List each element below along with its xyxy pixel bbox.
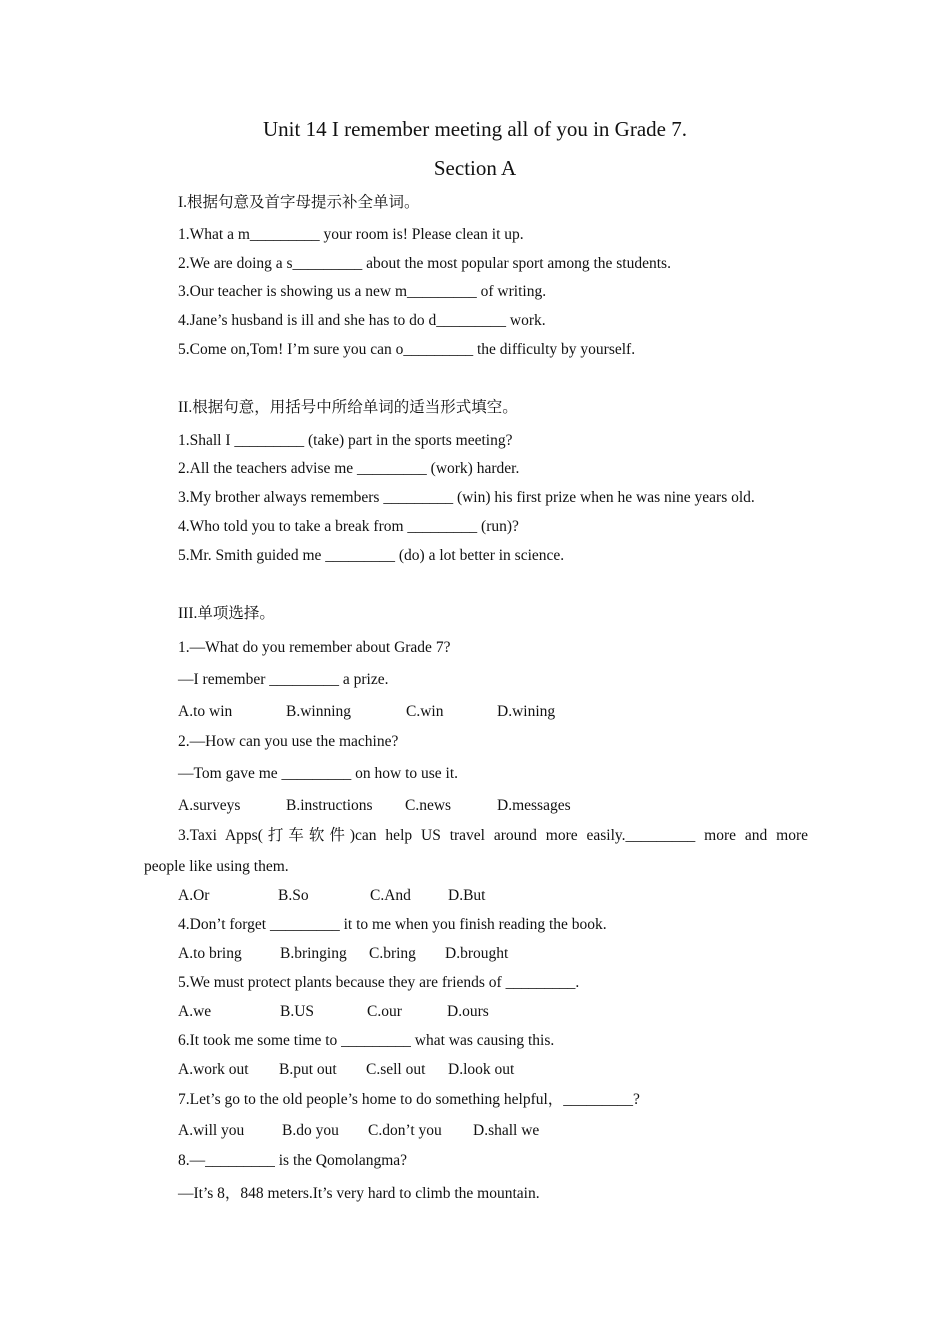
part1-item-1: 1.What a m_________ your room is! Please clean it up. bbox=[178, 226, 524, 243]
q5-question: 5.We must protect plants because they are friends of _________. bbox=[178, 974, 580, 991]
q3-options bbox=[178, 886, 485, 906]
q1-options bbox=[178, 702, 555, 722]
q3-question-continued: people like using them. bbox=[144, 858, 289, 875]
q4-option-c[interactable]: C.bring bbox=[369, 945, 416, 962]
q6-option-c[interactable]: C.sell out bbox=[366, 1061, 426, 1078]
q2-option-c[interactable]: C.news bbox=[405, 797, 452, 814]
q5-option-b[interactable]: B.US bbox=[280, 1003, 315, 1020]
q3-option-b[interactable]: B.So bbox=[278, 887, 309, 904]
q7-option-c[interactable]: C.don’t you bbox=[368, 1122, 442, 1139]
part2-item-4: 4.Who told you to take a break from _________ (run)? bbox=[178, 518, 519, 535]
q8-answer-line: —It’s 8，848 meters.It’s very hard to climb the mountain. bbox=[178, 1185, 540, 1202]
section-title: Section A bbox=[433, 156, 517, 180]
q1-option-a[interactable]: A.to win bbox=[178, 703, 233, 720]
q1-question: 1.—What do you remember about Grade 7? bbox=[178, 639, 451, 656]
q7-question: 7.Let’s go to the old people’s home to do something helpful，_________? bbox=[178, 1091, 640, 1108]
q6-option-d[interactable]: D.look out bbox=[448, 1061, 515, 1078]
q2-option-a[interactable]: A.surveys bbox=[178, 797, 241, 814]
q4-option-b[interactable]: B.bringing bbox=[280, 945, 347, 962]
q2-option-d[interactable]: D.messages bbox=[497, 797, 571, 814]
part1-item-5: 5.Come on,Tom! I’m sure you can o_________ the difficulty by yourself. bbox=[178, 341, 636, 358]
part3-heading: III.单项选择。 bbox=[178, 605, 275, 622]
q2-option-b[interactable]: B.instructions bbox=[286, 797, 373, 814]
q3-option-d[interactable]: D.But bbox=[448, 887, 486, 904]
q4-option-a[interactable]: A.to bring bbox=[178, 945, 242, 962]
q1-option-d[interactable]: D.wining bbox=[497, 703, 556, 720]
q5-option-d[interactable]: D.ours bbox=[447, 1003, 489, 1020]
q4-options bbox=[178, 944, 508, 964]
q2-options bbox=[178, 796, 571, 816]
q6-option-b[interactable]: B.put out bbox=[279, 1061, 337, 1078]
part2-item-3: 3.My brother always remembers _________ (win) his first prize when he was nine years old. bbox=[178, 489, 755, 506]
q4-option-d[interactable]: D.brought bbox=[445, 945, 509, 962]
q3-question: 3.Taxi Apps(打车软件)can help US travel around more easily._________ more and more bbox=[178, 827, 808, 844]
q7-option-a[interactable]: A.will you bbox=[178, 1122, 245, 1139]
q7-options bbox=[178, 1121, 539, 1141]
q5-option-c[interactable]: C.our bbox=[367, 1003, 402, 1020]
q8-question: 8.—_________ is the Qomolangma? bbox=[178, 1152, 408, 1169]
q7-option-d[interactable]: D.shall we bbox=[473, 1122, 540, 1139]
q1-answer-line: —I remember _________ a prize. bbox=[178, 671, 389, 688]
part2-item-1: 1.Shall I _________ (take) part in the sports meeting? bbox=[178, 432, 513, 449]
q5-options bbox=[178, 1002, 489, 1022]
q4-question: 4.Don’t forget _________ it to me when you finish reading the book. bbox=[178, 916, 607, 933]
part1-heading: I.根据句意及首字母提示补全单词。 bbox=[178, 194, 420, 211]
q3-option-c[interactable]: C.And bbox=[370, 887, 411, 904]
page-title: Unit 14 I remember meeting all of you in Grade 7. bbox=[263, 117, 687, 141]
part2-heading: II.根据句意，用括号中所给单词的适当形式填空。 bbox=[178, 399, 518, 416]
part1-item-2: 2.We are doing a s_________ about the most popular sport among the students. bbox=[178, 255, 671, 272]
q6-options bbox=[178, 1060, 514, 1080]
q1-option-b[interactable]: B.winning bbox=[286, 703, 352, 720]
part1-item-3: 3.Our teacher is showing us a new m_________ of writing. bbox=[178, 283, 547, 300]
q2-question: 2.—How can you use the machine? bbox=[178, 733, 399, 750]
q6-question: 6.It took me some time to _________ what was causing this. bbox=[178, 1032, 555, 1049]
part2-item-5: 5.Mr. Smith guided me _________ (do) a lot better in science. bbox=[178, 547, 565, 564]
q1-option-c[interactable]: C.win bbox=[406, 703, 444, 720]
part1-item-4: 4.Jane’s husband is ill and she has to do d_________ work. bbox=[178, 312, 546, 329]
q2-answer-line: —Tom gave me _________ on how to use it. bbox=[178, 765, 459, 782]
q5-option-a[interactable]: A.we bbox=[178, 1003, 212, 1020]
q3-option-a[interactable]: A.Or bbox=[178, 887, 210, 904]
part2-item-2: 2.All the teachers advise me _________ (work) harder. bbox=[178, 460, 520, 477]
q7-option-b[interactable]: B.do you bbox=[282, 1122, 339, 1139]
q6-option-a[interactable]: A.work out bbox=[178, 1061, 249, 1078]
